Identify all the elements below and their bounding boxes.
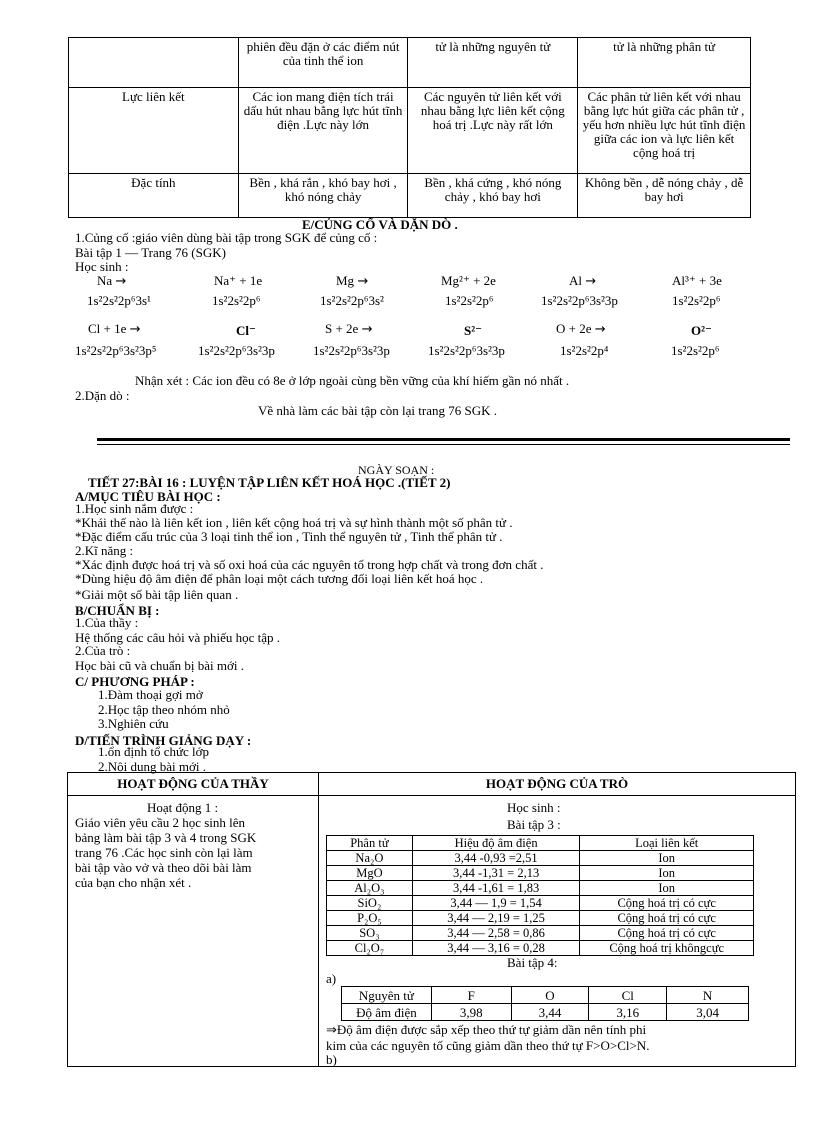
exercise-4-part-b: b) <box>326 1052 337 1067</box>
column-divider <box>318 773 319 1066</box>
paragraph: *Khái thế nào là liên kết ion , liên kết cộng hoá trị và sự hình thành một số phân tử . <box>75 515 513 530</box>
table-cell: Lực liên kết <box>69 88 239 174</box>
table-cell: Ion <box>580 881 754 896</box>
date-label: NGÀY SOẠN : <box>358 463 435 477</box>
table-header-cell: Cl <box>589 987 667 1004</box>
table-row <box>327 866 754 881</box>
section-a-heading: A/MỤC TIÊU BÀI HỌC : <box>75 489 221 504</box>
table-cell: Na₂O <box>327 851 413 866</box>
table-cell: Cộng hoá trị có cực <box>580 926 754 941</box>
table-row <box>327 896 754 911</box>
section-b-heading: B/CHUẨN BỊ : <box>75 603 160 618</box>
table-cell: 3,44 -1,61 = 1,83 <box>412 881 580 896</box>
divider <box>97 438 790 441</box>
table-cell: 3,44 -0,93 =2,51 <box>412 851 580 866</box>
electron-config: 1s²2s²2p⁶ <box>212 293 261 308</box>
table-cell <box>69 38 239 88</box>
electron-config: 1s²2s²2p⁶3s²3p <box>313 343 390 358</box>
ion-species: O + 2e → <box>556 321 606 337</box>
paragraph: *Xác định được hoá trị và số oxi hoá của các nguyên tố trong hợp chất và trong đơn chất . <box>75 557 544 572</box>
teacher-column-header: HOẠT ĐỘNG CỦA THẦY <box>68 773 318 796</box>
paragraph: Về nhà làm các bài tập còn lại trang 76 SGK . <box>258 403 497 418</box>
table-cell: Bền , khá cứng , khó nóng chảy , khó bay hơi <box>408 174 578 218</box>
paragraph: *Giải một số bài tập liên quan . <box>75 587 239 602</box>
table-cell: Ion <box>580 866 754 881</box>
electron-config: 1s²2s²2p⁶3s²3p <box>428 343 505 358</box>
electron-config: 1s²2s²2p⁶3s² <box>320 293 384 308</box>
electron-config: 1s²2s²2p⁶ <box>445 293 494 308</box>
table-cell: Ion <box>580 851 754 866</box>
table-cell: SiO₂ <box>327 896 413 911</box>
table-header-cell: Phân tử <box>327 836 413 851</box>
paragraph: Bài tập 1 — Trang 76 (SGK) <box>75 245 226 260</box>
table-header-cell: Hiệu độ âm điện <box>412 836 580 851</box>
exercise-4-conclusion: ⇒Độ âm điện được sắp xếp theo thứ tự giảm dần nên tính phi <box>326 1022 647 1038</box>
ion-species: Cl⁻ <box>236 323 256 338</box>
table-cell: 3,44 <box>511 1004 589 1021</box>
table-cell: 3,44 — 1,9 = 1,54 <box>412 896 580 911</box>
table-cell: Đặc tính <box>69 174 239 218</box>
remark: Nhận xét : Các ion đều có 8e ở lớp ngoài cùng bền vững của khí hiếm gần nó nhất . <box>135 373 570 388</box>
table-cell: P₂O₅ <box>327 911 413 926</box>
paragraph: 1.Học sinh nắm được : <box>75 501 194 516</box>
ion-species: S²⁻ <box>464 323 482 338</box>
table-cell: 3,44 -1,31 = 2,13 <box>412 866 580 881</box>
table-cell: 3,44 — 2,58 = 0,86 <box>412 926 580 941</box>
exercise-3-title: Bài tập 3 : <box>507 817 561 832</box>
divider <box>97 444 790 445</box>
ion-species: Mg → <box>336 273 369 289</box>
student-activity-title: Học sinh : <box>507 800 561 815</box>
paragraph: Hệ thống các câu hỏi và phiếu học tập . <box>75 630 281 645</box>
paragraph: 1.Của thầy : <box>75 615 139 630</box>
teacher-text-line: bài tập vào vở và theo dõi bài làm <box>75 860 252 875</box>
paragraph: 2.Dặn dò : <box>75 388 130 403</box>
section-c-heading: C/ PHƯƠNG PHÁP : <box>75 674 195 689</box>
paragraph: 2.Của trò : <box>75 643 131 658</box>
ion-species: Na → <box>97 273 127 289</box>
table-cell: Độ âm điện <box>342 1004 432 1021</box>
table-row <box>69 174 751 218</box>
teacher-text-line: bảng làm bài tập 3 và 4 trong SGK <box>75 830 257 845</box>
teacher-text-line: của bạn cho nhận xét . <box>75 875 192 890</box>
exercise-4-title: Bài tập 4: <box>507 955 558 970</box>
table-header-row <box>342 987 749 1004</box>
table-row <box>69 38 751 88</box>
table-cell: Không bền , dễ nóng chảy , dễ bay hơi <box>578 174 751 218</box>
section-e-heading: E/CỦNG CỐ VÀ DẶN DÒ . <box>302 217 458 232</box>
table-header-cell: Loại liên kết <box>580 836 754 851</box>
table-cell: MgO <box>327 866 413 881</box>
table-cell: Các ion mang điện tích trái dấu hút nhau bằng lực hút tĩnh điện .Lực này lớn <box>238 88 408 174</box>
table-cell: Cộng hoá trị khôngcực <box>580 941 754 956</box>
table-header-cell: O <box>511 987 589 1004</box>
paragraph: 1.Đàm thoại gợi mở <box>98 687 203 702</box>
table-cell: 3,16 <box>589 1004 667 1021</box>
lesson-title: TIẾT 27:BÀI 16 : LUYỆN TẬP LIÊN KẾT HOÁ HỌC .(TIẾT 2) <box>88 475 451 490</box>
section-d-heading: D/TIẾN TRÌNH GIẢNG DẠY : <box>75 733 252 748</box>
exercise-3-table <box>326 835 754 956</box>
ion-species: S + 2e → <box>325 321 373 337</box>
student-column-header: HOẠT ĐỘNG CỦA TRÒ <box>319 773 795 796</box>
table-cell: Cộng hoá trị có cực <box>580 896 754 911</box>
table-cell: 3,04 <box>667 1004 749 1021</box>
electron-config: 1s²2s²2p⁶3s²3p <box>541 293 618 308</box>
ion-species: Mg²⁺ + 2e <box>441 273 496 288</box>
electron-config: 1s²2s²2p⁶3s²3p <box>198 343 275 358</box>
table-row <box>69 88 751 174</box>
paragraph: 2.Kĩ năng : <box>75 543 134 558</box>
exercise-4-table <box>341 986 749 1021</box>
ion-species: Al → <box>569 273 597 289</box>
paragraph: 1.ổn định tổ chức lớp <box>98 744 210 759</box>
electron-config: 1s²2s²2p⁴ <box>560 343 609 358</box>
paragraph: Học sinh : <box>75 259 129 274</box>
table-cell: Các phân tử liên kết với nhau bằng lực hút giữa các phân tử , yếu hơn nhiều lực hút tĩnh điện giữa các ion và lực liên kết cộng hoá trị <box>578 88 751 174</box>
ion-species: Na⁺ + 1e <box>214 273 263 288</box>
table-header-row <box>327 836 754 851</box>
electron-config: 1s²2s²2p⁶3s²3p⁵ <box>75 343 157 358</box>
table-row <box>342 1004 749 1021</box>
teacher-activity-title: Hoạt động 1 : <box>147 800 219 815</box>
exercise-4-part-a: a) <box>326 971 337 986</box>
table-cell: tử là những phân tử <box>578 38 751 88</box>
table-cell: Al₂O₃ <box>327 881 413 896</box>
table-cell: SO₃ <box>327 926 413 941</box>
paragraph: *Dùng hiệu độ âm điện để phân loại một cách tương đối loại liên kết hoá học . <box>75 571 484 586</box>
table-header-cell: N <box>667 987 749 1004</box>
paragraph: 3.Nghiên cứu <box>98 716 169 731</box>
paragraph: Học bài cũ và chuẩn bị bài mới . <box>75 658 244 673</box>
paragraph: 2.Học tập theo nhóm nhỏ <box>98 702 230 717</box>
electron-config: 1s²2s²2p⁶ <box>672 293 721 308</box>
table-cell: Bền , khá rắn , khó bay hơi , khó nóng chảy <box>238 174 408 218</box>
implies-icon: ⇒ <box>326 1023 337 1038</box>
exercise-4-conclusion: kim của các nguyên tố cũng giảm dần theo thứ tự F>O>Cl>N. <box>326 1038 650 1053</box>
ion-species: Al³⁺ + 3e <box>672 273 722 288</box>
teacher-text-line: trang 76 .Các học sinh còn lại làm <box>75 845 253 860</box>
table-row <box>327 941 754 956</box>
ion-species: Cl + 1e → <box>88 321 141 337</box>
teacher-text-line: Giáo viên yêu cầu 2 học sinh lên <box>75 815 246 830</box>
paragraph: 1.Củng cố :giáo viên dùng bài tập trong SGK để củng cố : <box>75 230 378 245</box>
table-cell: Các nguyên tử liên kết với nhau bằng lực liên kết cộng hoá trị .Lực này rất lớn <box>408 88 578 174</box>
electron-config: 1s²2s²2p⁶ <box>671 343 720 358</box>
table-cell: tử là những nguyên tử <box>408 38 578 88</box>
table-cell: 3,44 — 2,19 = 1,25 <box>412 911 580 926</box>
paragraph: *Đặc điểm cấu trúc của 3 loại tinh thể ion , Tinh thể nguyên tử , Tinh thể phân tử . <box>75 529 503 544</box>
table-row <box>327 911 754 926</box>
table-cell: 3,98 <box>431 1004 511 1021</box>
properties-table <box>68 37 751 218</box>
table-row <box>327 926 754 941</box>
ion-species: O²⁻ <box>691 323 712 338</box>
table-header-cell: Nguyên tử <box>342 987 432 1004</box>
table-cell: 3,44 — 3,16 = 0,28 <box>412 941 580 956</box>
paragraph: 2.Nội dung bài mới . <box>98 759 206 774</box>
table-cell: Cl₂O₇ <box>327 941 413 956</box>
table-row <box>327 881 754 896</box>
table-row <box>327 851 754 866</box>
table-cell: Cộng hoá trị có cực <box>580 911 754 926</box>
table-header-cell: F <box>431 987 511 1004</box>
electron-config: 1s²2s²2p⁶3s¹ <box>87 293 151 308</box>
table-cell: phiên đều đặn ở các điểm nút của tinh thể ion <box>238 38 408 88</box>
